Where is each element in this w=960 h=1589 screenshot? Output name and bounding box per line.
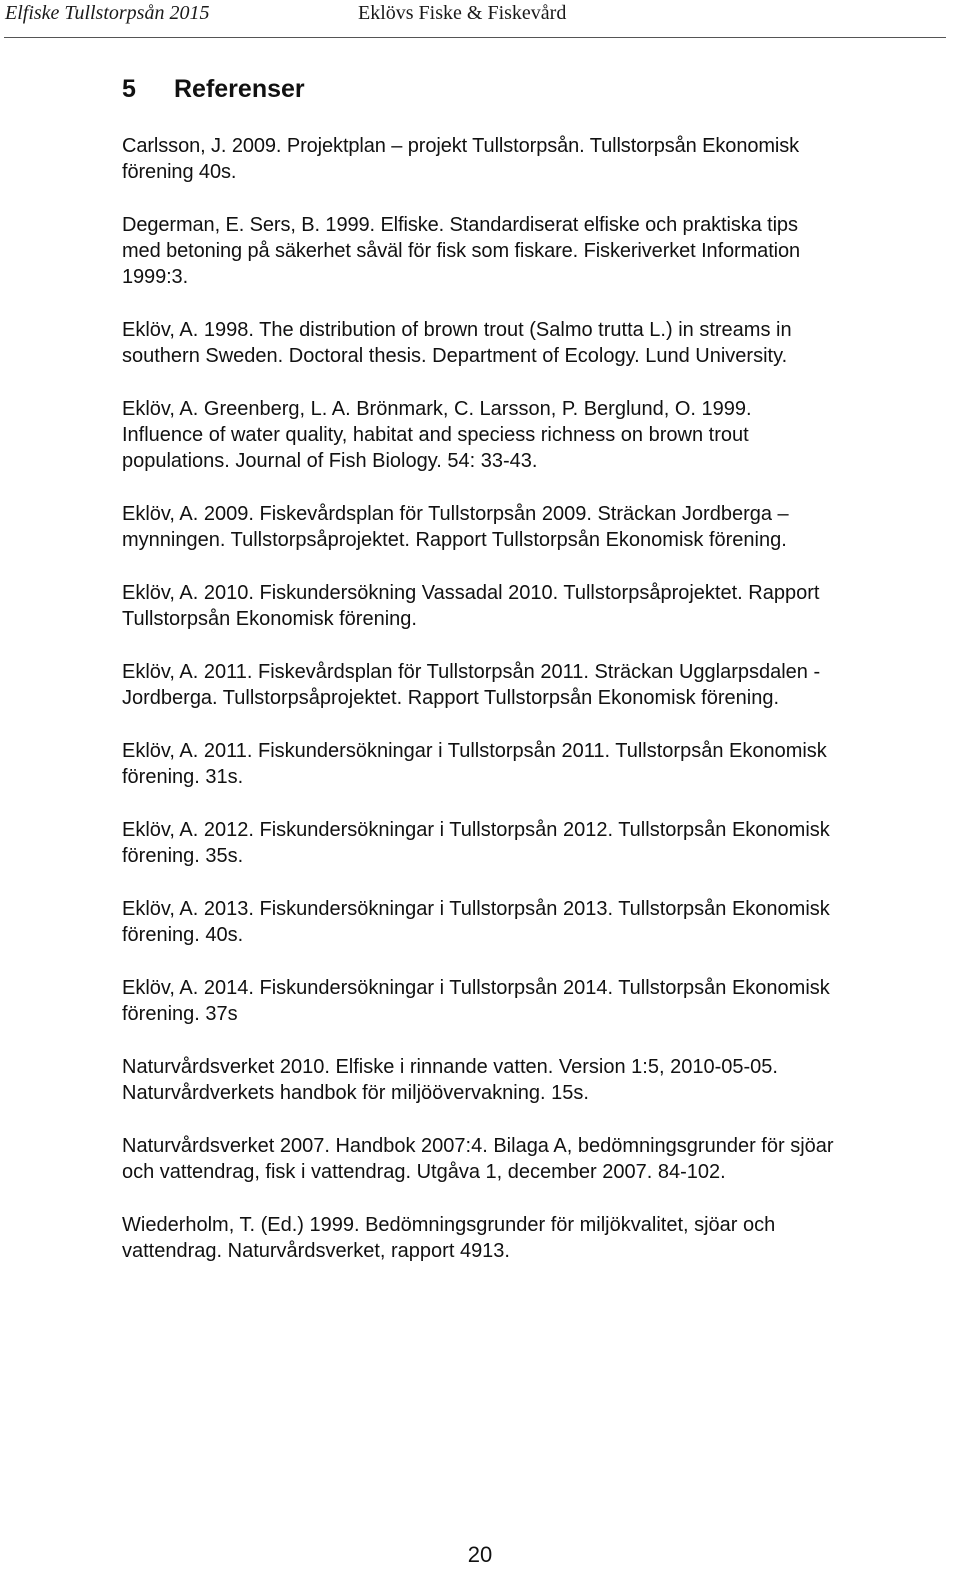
header-report-title: Elfiske Tullstorpsån 2015 xyxy=(5,2,210,24)
section-heading xyxy=(122,75,305,104)
header-company-name: Eklövs Fiske & Fiskevård xyxy=(358,2,567,24)
section-number: 5 xyxy=(122,75,136,103)
reference-item: Eklöv, A. 2009. Fiskevårdsplan för Tullstorpsån 2009. Sträckan Jordberga – mynningen. Tullstorpsåprojektet. Rapport Tullstorpsån Ekonomisk förening. xyxy=(122,503,789,551)
reference-item: Eklöv, A. 2010. Fiskundersökning Vassadal 2010. Tullstorpsåprojektet. Rapport Tullstorpsån Ekonomisk förening. xyxy=(122,582,820,630)
reference-item: Naturvårdsverket 2007. Handbok 2007:4. Bilaga A, bedömningsgrunder för sjöar och vattendrag, fisk i vattendrag. Utgåva 1, december 2007. 84-102. xyxy=(122,1135,834,1183)
reference-item: Eklöv, A. 2011. Fiskundersökningar i Tullstorpsån 2011. Tullstorpsån Ekonomisk förening. 31s. xyxy=(122,740,827,788)
reference-item: Eklöv, A. 2013. Fiskundersökningar i Tullstorpsån 2013. Tullstorpsån Ekonomisk förening. 40s. xyxy=(122,898,830,946)
reference-item: Degerman, E. Sers, B. 1999. Elfiske. Standardiserat elfiske och praktiska tips med betoning på säkerhet såväl för fisk som fiskare. Fiskeriverket Information 1999:3. xyxy=(122,214,801,288)
section-title: Referenser xyxy=(174,75,305,103)
reference-item: Eklöv, A. 1998. The distribution of brown trout (Salmo trutta L.) in streams in southern Sweden. Doctoral thesis. Department of Ecology. Lund University. xyxy=(122,319,792,367)
reference-item: Naturvårdsverket 2010. Elfiske i rinnande vatten. Version 1:5, 2010-05-05. Naturvårdverkets handbok för miljöövervakning. 15s. xyxy=(122,1056,778,1104)
reference-item: Eklöv, A. 2011. Fiskevårdsplan för Tullstorpsån 2011. Sträckan Ugglarpsdalen - Jordberga. Tullstorpsåprojektet. Rapport Tullstorpsån Ekonomisk förening. xyxy=(122,661,821,709)
reference-item: Eklöv, A. 2014. Fiskundersökningar i Tullstorpsån 2014. Tullstorpsån Ekonomisk förening. 37s xyxy=(122,977,830,1025)
reference-item: Eklöv, A. 2012. Fiskundersökningar i Tullstorpsån 2012. Tullstorpsån Ekonomisk förening. 35s. xyxy=(122,819,830,867)
page-header xyxy=(0,0,960,40)
header-divider xyxy=(4,37,946,38)
page-number: 20 xyxy=(467,1542,493,1567)
reference-item: Carlsson, J. 2009. Projektplan – projekt Tullstorpsån. Tullstorpsån Ekonomisk förening 40s. xyxy=(122,135,800,183)
reference-item: Eklöv, A. Greenberg, L. A. Brönmark, C. Larsson, P. Berglund, O. 1999. Influence of water quality, habitat and speciess richness on brown trout populations. Journal of Fish Biology. 54: 33-43. xyxy=(122,398,752,472)
reference-item: Wiederholm, T. (Ed.) 1999. Bedömningsgrunder för miljökvalitet, sjöar och vattendrag. Naturvårdsverket, rapport 4913. xyxy=(122,1214,776,1262)
reference-list xyxy=(122,133,922,1291)
